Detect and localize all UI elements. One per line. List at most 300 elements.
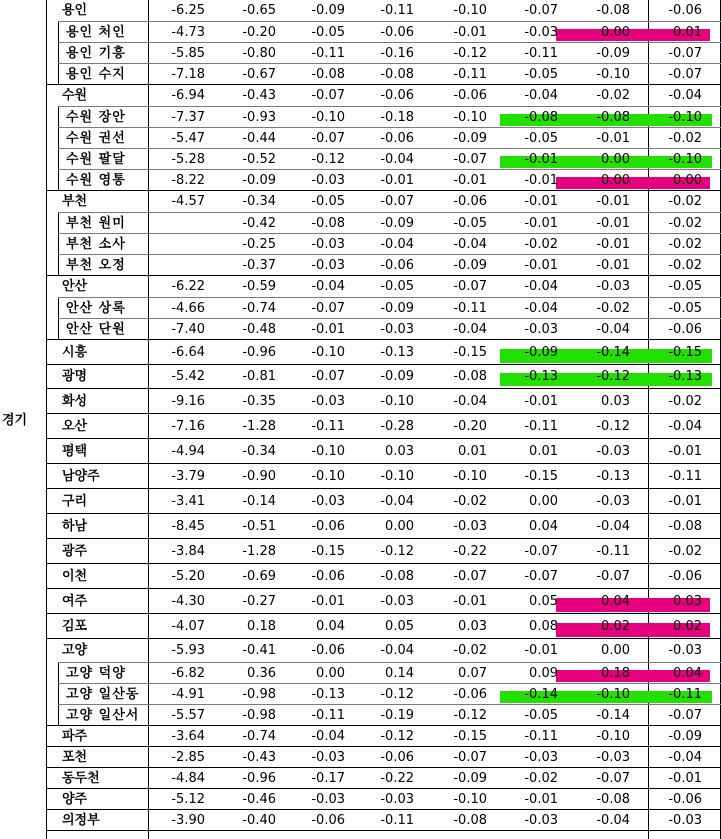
value-cell: -1.28 [242, 544, 276, 559]
value-cell: -0.11 [311, 419, 345, 434]
value-cell: -0.01 [524, 152, 558, 167]
value-cell: -0.37 [242, 258, 276, 273]
row-name: 남양주 [62, 469, 100, 484]
value-cell: 0.18 [247, 619, 276, 634]
column-rule [46, 0, 47, 839]
row-name: 양주 [62, 792, 88, 807]
value-cell: -5.47 [171, 131, 205, 146]
value-cell: 0.36 [247, 666, 276, 681]
value-cell: -0.03 [596, 494, 630, 509]
row-rule [46, 413, 721, 414]
value-cell: -0.12 [596, 419, 630, 434]
value-cell: 0.00 [601, 25, 630, 40]
value-cell: -0.01 [596, 258, 630, 273]
value-cell: -0.04 [380, 494, 414, 509]
value-cell: -0.09 [453, 258, 487, 273]
value-cell: -0.10 [453, 3, 487, 18]
row-name: 고양 일산동 [66, 687, 140, 702]
value-cell: -0.07 [524, 544, 558, 559]
value-cell: -0.12 [596, 369, 630, 384]
subrow-rule [58, 128, 59, 149]
row-rule [46, 563, 721, 564]
region-label: 경기 [2, 413, 28, 428]
value-cell: 0.05 [529, 594, 558, 609]
value-cell: -0.11 [311, 708, 345, 723]
value-cell: -0.74 [242, 729, 276, 744]
value-cell: -0.01 [524, 216, 558, 231]
value-cell: -0.01 [596, 237, 630, 252]
value-cell: -0.96 [242, 771, 276, 786]
value-cell: 0.01 [673, 25, 702, 40]
value-cell: -3.90 [171, 813, 205, 828]
row-rule [46, 364, 721, 365]
value-cell: -0.12 [311, 152, 345, 167]
row-name: 광명 [62, 369, 88, 384]
row-name: 의정부 [62, 813, 100, 828]
value-cell: -8.22 [171, 173, 205, 188]
value-cell: -0.03 [596, 750, 630, 765]
value-cell: 0.02 [673, 619, 702, 634]
row-name: 안산 [62, 279, 88, 294]
value-cell: -0.09 [380, 369, 414, 384]
value-cell: -0.01 [596, 216, 630, 231]
value-cell: -0.06 [311, 519, 345, 534]
value-cell: -0.07 [380, 194, 414, 209]
value-cell: -0.11 [453, 301, 487, 316]
value-cell: -0.03 [380, 594, 414, 609]
value-cell: -5.85 [171, 46, 205, 61]
row-name: 여주 [62, 594, 88, 609]
value-cell: -0.06 [311, 569, 345, 584]
value-cell: -0.06 [380, 750, 414, 765]
row-name: 하남 [62, 519, 88, 534]
value-cell: -0.04 [380, 152, 414, 167]
value-cell: -0.07 [453, 750, 487, 765]
value-cell: -6.25 [171, 3, 205, 18]
value-cell: -0.03 [596, 444, 630, 459]
value-cell: -0.07 [453, 279, 487, 294]
value-cell: -0.02 [524, 237, 558, 252]
value-cell: -0.08 [596, 110, 630, 125]
value-cell: -0.07 [453, 152, 487, 167]
value-cell: -0.06 [380, 131, 414, 146]
value-cell: -7.37 [171, 110, 205, 125]
value-cell: -0.27 [242, 594, 276, 609]
value-cell: -0.34 [242, 444, 276, 459]
row-rule [46, 388, 721, 389]
value-cell: -0.65 [242, 3, 276, 18]
value-cell: -0.04 [524, 279, 558, 294]
value-cell: -0.07 [311, 131, 345, 146]
value-cell: -0.90 [242, 469, 276, 484]
value-cell: -0.13 [596, 469, 630, 484]
value-cell: -0.98 [242, 708, 276, 723]
row-name: 오산 [62, 419, 88, 434]
value-cell: -0.15 [453, 345, 487, 360]
value-cell: -0.07 [524, 569, 558, 584]
value-cell: -0.08 [380, 569, 414, 584]
value-cell: -0.03 [524, 813, 558, 828]
value-cell: -5.28 [171, 152, 205, 167]
subrow-rule [58, 298, 59, 319]
value-cell: -0.12 [380, 544, 414, 559]
value-cell: -0.01 [453, 173, 487, 188]
value-cell: -0.59 [242, 279, 276, 294]
value-cell: -0.02 [453, 643, 487, 658]
value-cell: -0.03 [380, 792, 414, 807]
value-cell: -0.02 [453, 494, 487, 509]
subrow-rule [58, 149, 59, 170]
value-cell: -0.03 [311, 394, 345, 409]
row-rule [58, 148, 721, 149]
value-cell: 0.14 [385, 666, 414, 681]
row-name: 부천 원미 [66, 216, 126, 231]
row-rule [46, 588, 721, 589]
value-cell: -0.80 [242, 46, 276, 61]
value-cell: -0.12 [380, 729, 414, 744]
row-name: 수원 장안 [66, 110, 126, 125]
value-cell: -0.09 [524, 345, 558, 360]
row-name: 시흥 [62, 345, 88, 360]
value-cell: -0.01 [596, 194, 630, 209]
value-cell: -0.74 [242, 301, 276, 316]
row-name: 화성 [62, 394, 88, 409]
value-cell: -0.02 [668, 237, 702, 252]
value-cell: -0.03 [596, 279, 630, 294]
value-cell: -0.02 [596, 301, 630, 316]
value-cell: -0.09 [668, 729, 702, 744]
row-name: 안산 단원 [66, 322, 126, 337]
value-cell: -5.42 [171, 369, 205, 384]
value-cell: -0.09 [596, 46, 630, 61]
value-cell: -0.15 [311, 544, 345, 559]
row-name: 광주 [62, 544, 88, 559]
value-cell: -0.07 [311, 369, 345, 384]
value-cell: -0.16 [380, 46, 414, 61]
value-cell: -0.14 [596, 345, 630, 360]
value-cell: -9.16 [171, 394, 205, 409]
value-cell: -0.04 [380, 237, 414, 252]
value-cell: -0.17 [311, 771, 345, 786]
row-rule [58, 233, 721, 234]
value-cell: -0.10 [311, 110, 345, 125]
value-cell: -0.01 [668, 771, 702, 786]
value-cell: -0.10 [311, 469, 345, 484]
value-cell: -0.14 [596, 708, 630, 723]
value-cell: -0.10 [596, 687, 630, 702]
row-name: 수원 영통 [66, 173, 126, 188]
value-cell: -0.05 [668, 279, 702, 294]
value-cell: -0.02 [596, 88, 630, 103]
value-cell: 0.00 [601, 152, 630, 167]
value-cell: -0.04 [453, 237, 487, 252]
value-cell: -0.10 [380, 469, 414, 484]
value-cell: -0.07 [596, 569, 630, 584]
value-cell: -0.03 [311, 258, 345, 273]
value-cell: -0.15 [668, 345, 702, 360]
value-cell: -0.03 [524, 750, 558, 765]
value-cell: -0.05 [311, 194, 345, 209]
value-cell: 0.00 [673, 173, 702, 188]
value-cell: -0.09 [311, 3, 345, 18]
value-cell: -0.09 [380, 216, 414, 231]
row-name: 수원 권선 [66, 131, 126, 146]
subrow-rule [58, 319, 59, 340]
value-cell: -0.03 [453, 519, 487, 534]
value-cell: -0.01 [524, 643, 558, 658]
value-cell: -0.07 [596, 771, 630, 786]
row-name: 용인 수지 [66, 67, 126, 82]
value-cell: -0.06 [453, 194, 487, 209]
value-cell: -0.01 [311, 594, 345, 609]
value-cell: -0.08 [596, 792, 630, 807]
value-cell: 0.03 [601, 394, 630, 409]
value-cell: -0.81 [242, 369, 276, 384]
value-cell: -0.08 [524, 110, 558, 125]
value-cell: -0.34 [242, 194, 276, 209]
value-cell: -0.05 [524, 131, 558, 146]
value-cell: -5.20 [171, 569, 205, 584]
value-cell: -3.84 [171, 544, 205, 559]
value-cell: -0.52 [242, 152, 276, 167]
value-cell: -0.11 [311, 46, 345, 61]
value-cell: -0.03 [311, 750, 345, 765]
value-cell: 0.07 [458, 666, 487, 681]
value-cell: -0.11 [380, 3, 414, 18]
row-name: 포천 [62, 750, 88, 765]
value-cell: 0.04 [601, 594, 630, 609]
value-cell: -0.42 [242, 216, 276, 231]
value-cell: -0.07 [311, 301, 345, 316]
row-rule [46, 613, 721, 614]
value-cell: -0.69 [242, 569, 276, 584]
value-cell: -0.03 [668, 813, 702, 828]
value-cell: -0.01 [524, 792, 558, 807]
value-cell: -0.13 [380, 345, 414, 360]
row-rule [46, 339, 721, 340]
value-cell: -0.04 [668, 88, 702, 103]
value-cell: -0.09 [380, 301, 414, 316]
value-cell: -0.93 [242, 110, 276, 125]
value-cell: -0.11 [524, 729, 558, 744]
row-rule [46, 638, 721, 639]
value-cell: -0.10 [596, 729, 630, 744]
value-cell: -0.01 [668, 494, 702, 509]
row-name: 김포 [62, 619, 88, 634]
row-rule [58, 127, 721, 128]
value-cell: -4.57 [171, 194, 205, 209]
row-name: 고양 일산서 [66, 708, 140, 723]
value-cell: -0.01 [668, 444, 702, 459]
value-cell: -0.04 [668, 419, 702, 434]
value-cell: -0.08 [380, 67, 414, 82]
value-cell: 0.02 [601, 619, 630, 634]
value-cell: -0.22 [453, 544, 487, 559]
subrow-rule [58, 663, 59, 684]
value-cell: -0.04 [596, 519, 630, 534]
value-cell: -0.20 [453, 419, 487, 434]
value-cell: -0.15 [453, 729, 487, 744]
value-cell: -0.03 [524, 25, 558, 40]
value-cell: -0.01 [524, 394, 558, 409]
row-rule [46, 788, 721, 789]
value-cell: -0.13 [668, 369, 702, 384]
value-cell: -6.94 [171, 88, 205, 103]
value-cell: -0.02 [668, 544, 702, 559]
value-cell: -0.09 [242, 173, 276, 188]
value-cell: 0.01 [458, 444, 487, 459]
value-cell: 0.04 [673, 666, 702, 681]
value-cell: 0.00 [601, 643, 630, 658]
value-cell: -4.66 [171, 301, 205, 316]
value-cell: -0.07 [524, 3, 558, 18]
value-cell: -4.91 [171, 687, 205, 702]
value-cell: -0.06 [380, 258, 414, 273]
subrow-rule [58, 64, 59, 85]
row-name: 용인 처인 [66, 25, 126, 40]
value-cell: -0.13 [311, 687, 345, 702]
value-cell: -0.06 [380, 25, 414, 40]
value-cell: -0.04 [311, 279, 345, 294]
row-rule [58, 21, 721, 22]
value-cell: -0.04 [596, 813, 630, 828]
value-cell: -0.07 [668, 708, 702, 723]
value-cell: -5.57 [171, 708, 205, 723]
value-cell: -2.85 [171, 750, 205, 765]
value-cell: -0.05 [380, 279, 414, 294]
value-cell: -0.03 [311, 237, 345, 252]
subrow-rule [58, 107, 59, 128]
row-name: 수원 팔달 [66, 152, 126, 167]
value-cell: 0.00 [529, 494, 558, 509]
value-cell: -3.79 [171, 469, 205, 484]
value-cell: -0.02 [524, 771, 558, 786]
value-cell: -0.01 [524, 258, 558, 273]
value-cell: -0.08 [668, 519, 702, 534]
value-cell: -0.28 [380, 419, 414, 434]
row-name: 구리 [62, 494, 88, 509]
value-cell: -0.14 [524, 687, 558, 702]
value-cell: 0.03 [673, 594, 702, 609]
row-rule [58, 212, 721, 213]
value-cell: -0.11 [668, 469, 702, 484]
value-cell: -0.05 [453, 216, 487, 231]
subrow-rule [58, 170, 59, 191]
row-rule [46, 538, 721, 539]
value-cell: -0.98 [242, 687, 276, 702]
value-cell: -0.48 [242, 322, 276, 337]
value-cell: -0.11 [453, 67, 487, 82]
value-cell: 0.04 [316, 619, 345, 634]
value-cell: -0.18 [380, 110, 414, 125]
value-cell: -3.41 [171, 494, 205, 509]
value-cell: -0.41 [242, 643, 276, 658]
row-name: 부천 [62, 194, 88, 209]
value-cell: -0.02 [668, 258, 702, 273]
value-cell: -0.03 [668, 643, 702, 658]
subrow-rule [58, 234, 59, 255]
subrow-rule [58, 255, 59, 276]
row-name: 고양 덕양 [66, 666, 126, 681]
value-cell: -0.03 [311, 173, 345, 188]
value-cell: -0.14 [242, 494, 276, 509]
value-cell: -0.10 [596, 67, 630, 82]
value-cell: -0.06 [453, 687, 487, 702]
value-cell: -0.03 [311, 792, 345, 807]
value-cell: 0.18 [601, 666, 630, 681]
value-cell: -0.08 [453, 813, 487, 828]
row-rule [46, 438, 721, 439]
subrow-rule [58, 705, 59, 726]
value-cell: -0.25 [242, 237, 276, 252]
row-rule [46, 190, 721, 191]
subrow-rule [58, 43, 59, 64]
value-cell: -0.12 [453, 46, 487, 61]
value-cell: -4.84 [171, 771, 205, 786]
row-rule [58, 662, 721, 663]
value-cell: -0.01 [453, 25, 487, 40]
value-cell: -4.94 [171, 444, 205, 459]
value-cell: -5.12 [171, 792, 205, 807]
value-cell: -0.11 [524, 46, 558, 61]
value-cell: -0.11 [668, 687, 702, 702]
value-cell: -0.02 [668, 394, 702, 409]
value-cell: -0.06 [453, 88, 487, 103]
row-rule [46, 513, 721, 514]
row-name: 평택 [62, 444, 88, 459]
row-rule [46, 275, 721, 276]
value-cell: -0.01 [524, 194, 558, 209]
row-name: 고양 [62, 643, 88, 658]
value-cell: -7.16 [171, 419, 205, 434]
value-cell: -1.28 [242, 419, 276, 434]
value-cell: 0.00 [601, 173, 630, 188]
value-cell: -4.07 [171, 619, 205, 634]
value-cell: -0.05 [524, 67, 558, 82]
value-cell: -0.11 [596, 544, 630, 559]
value-cell: -7.40 [171, 322, 205, 337]
value-cell: -0.06 [380, 88, 414, 103]
value-cell: -0.10 [380, 394, 414, 409]
subrow-rule [58, 213, 59, 234]
value-cell: -0.06 [668, 3, 702, 18]
value-cell: -0.06 [311, 643, 345, 658]
value-cell: -0.05 [311, 25, 345, 40]
value-cell: -0.03 [380, 322, 414, 337]
value-cell: -0.04 [524, 88, 558, 103]
value-cell: -0.43 [242, 88, 276, 103]
value-cell: -0.51 [242, 519, 276, 534]
row-rule [58, 704, 721, 705]
value-cell: 0.08 [529, 619, 558, 634]
row-name: 수원 [62, 88, 88, 103]
row-rule [46, 725, 721, 726]
value-cell: 0.05 [385, 619, 414, 634]
value-cell: -0.11 [524, 419, 558, 434]
value-cell: -0.08 [453, 369, 487, 384]
row-name: 부천 오정 [66, 258, 126, 273]
value-cell: -0.96 [242, 345, 276, 360]
row-name: 부천 소사 [66, 237, 126, 252]
row-name: 파주 [62, 729, 88, 744]
value-cell: -0.22 [380, 771, 414, 786]
value-cell: -0.12 [380, 687, 414, 702]
value-cell: -0.01 [453, 594, 487, 609]
row-rule [46, 830, 721, 831]
row-rule [58, 683, 721, 684]
value-cell: -0.01 [524, 173, 558, 188]
row-rule [46, 767, 721, 768]
